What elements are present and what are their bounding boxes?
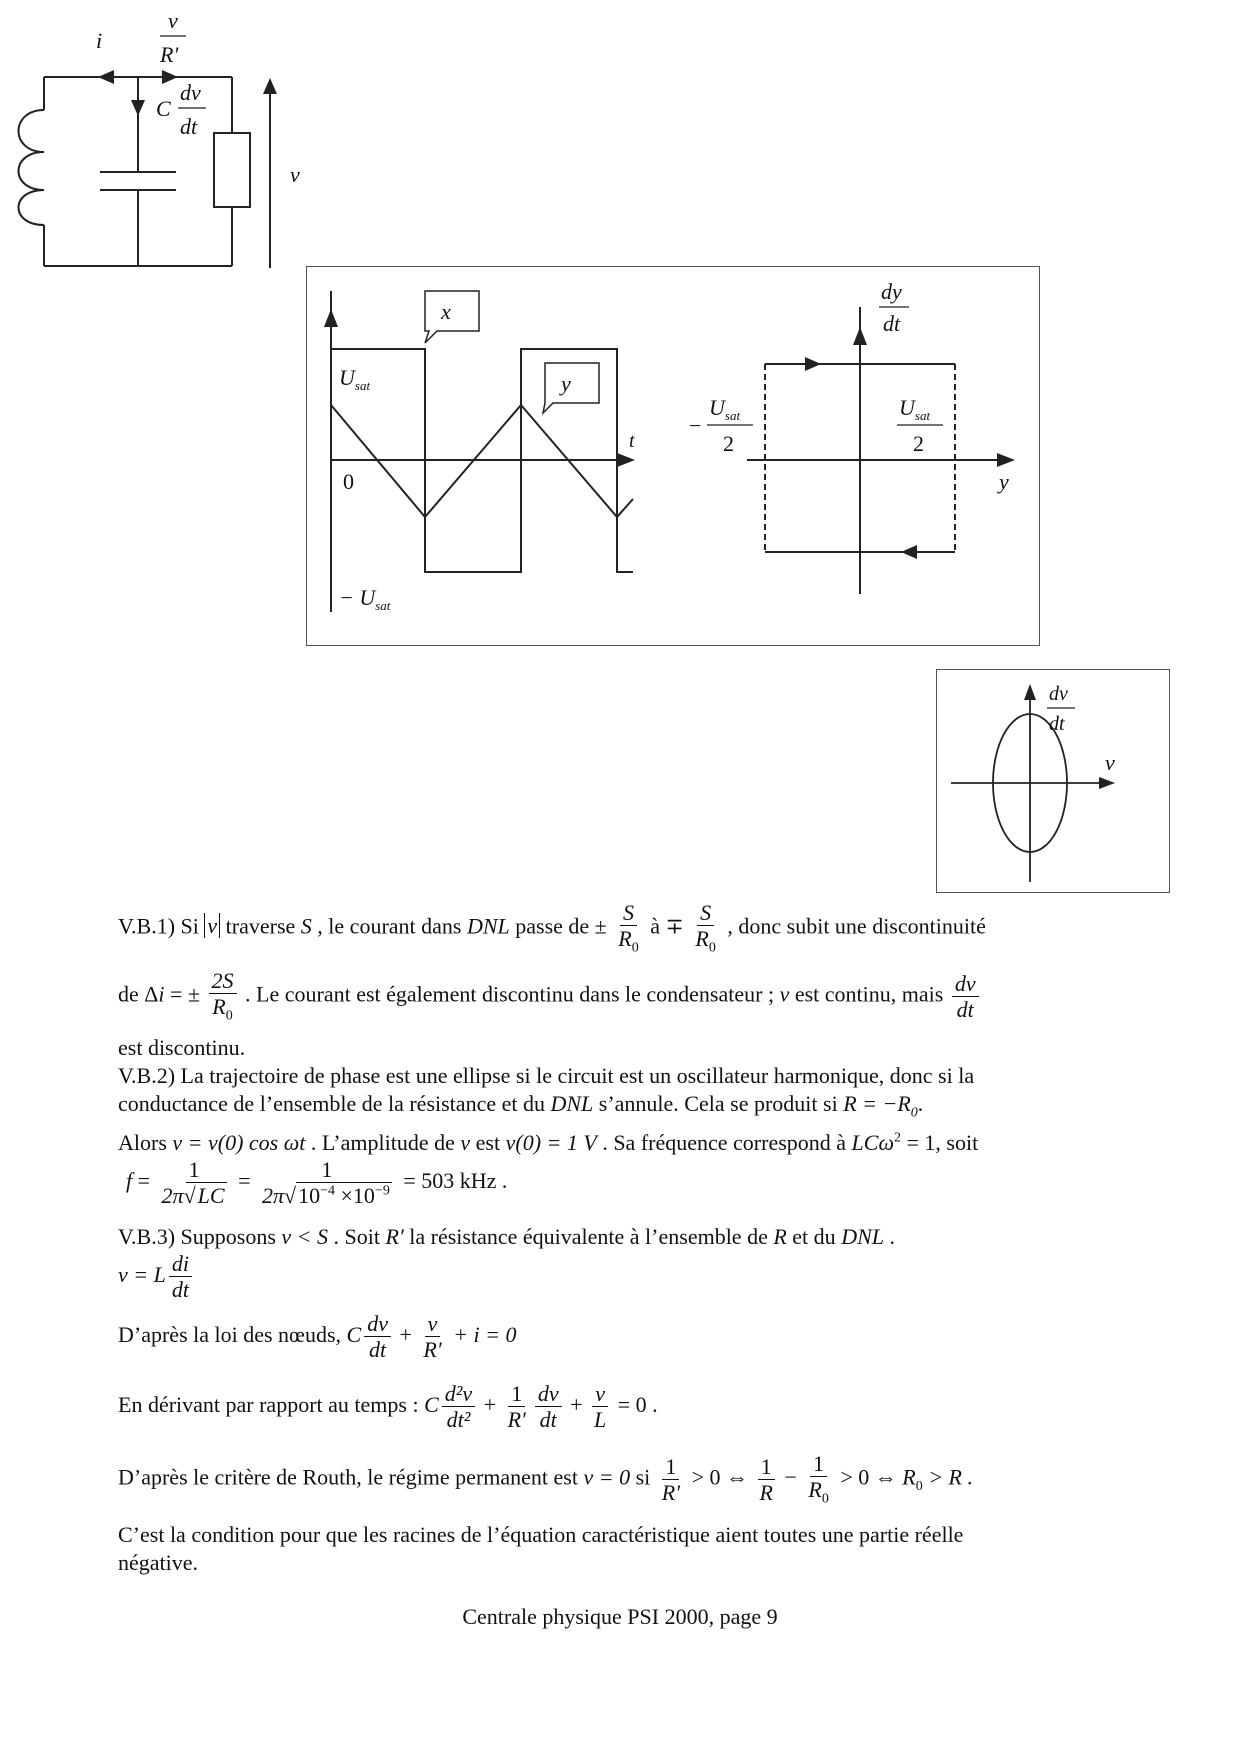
waveform-phase-svg [307,267,1038,644]
ellipse-svg [937,670,1168,891]
line-v-L-di-dt: v = L $\frac{di}{dt}$ [118,1251,1148,1311]
callout-y [543,363,599,413]
label-dv: dv [180,80,201,105]
line-vb1: V.B.1) Si v traverse S , le courant dans DNL passe de ± $\frac{S}{R_0}$ à ∓ $\frac{S}{R_0}$ , donc subit une discontinuité [118,900,986,956]
line-discontinu: est discontinu. [118,1035,246,1060]
current-cap-arrow-icon [131,100,145,116]
label-minus-usat: − $U_{sat}$ [339,585,391,613]
line-negative: négative. [118,1550,199,1576]
voltage-v-arrow-icon [263,78,277,94]
solution-text [118,900,1148,1577]
line-vb3: V.B.3) Supposons v < S . Soit R′ la résistance équivalente à l’ensemble de R et du DNL . [118,1223,895,1249]
current-vR-arrow-icon [162,70,178,84]
label-v-over: v [168,8,178,33]
line-derivation: En dérivant par rapport au temps : C $\frac{\text{d²v}}{\text{dt²}}$ + $\frac{1}{R'}$ $\frac{dv}{dt}$ + $\frac{v}{L}$ = 0 . [118,1380,658,1433]
frac-freq-2: $\frac{1}{2\pi√10^{-4} \times 10^{-9}}$ [262,1156,390,1209]
ellipse-vertical-arrow-icon [1024,684,1036,700]
label-dt: dt [180,114,198,139]
line-frequency: f = $\frac{1}{2\pi√LC}$ = $\frac{1}{2\pi√10^{-4} \times 10^{-9}}$ = 503 kHz . [126,1156,508,1209]
current-i-arrow-icon [98,70,114,84]
frac-S-R0: $\frac{S}{R_0}$ [618,900,639,956]
frac-freq-1: $\frac{1}{2\pi√LC}$ [161,1156,225,1209]
frac-2S-R0: $\frac{2S}{R_0}$ [209,968,237,1025]
phase-label-dy: dy [881,279,902,304]
ellipse-label-v: v [1105,750,1115,775]
cycle-bottom-arrow-icon [901,545,917,559]
phase-label-y: y [999,469,1009,494]
label-usat: $U_{sat}$ [339,365,371,393]
waveform-horizontal-arrow-icon [617,453,635,467]
waveform-vertical-arrow-icon [324,309,338,327]
label-R-prime: R' [160,42,179,67]
line-vb2: V.B.2) La trajectoire de phase est une ellipse si le circuit est un oscillateur harmonique, donc si la [118,1063,975,1089]
label-x: x [441,299,451,324]
frac-S-R0-2: $\frac{S}{R_0}$ [695,900,716,956]
phase-right-den: 2 [913,431,924,456]
label-i: i [96,28,103,53]
ellipse-label-dt: dt [1049,713,1065,735]
line-delta-i: de Δi = ± $\frac{2S}{R_0}$ . Le courant est également discontinu dans le condensateur ; v est continu, mais $\frac{dv}{dt}$ [118,968,1148,1034]
phase-horizontal-arrow-icon [997,453,1015,467]
phase-left-sign: − [689,413,702,438]
ellipse-figure [936,669,1170,893]
ellipse-horizontal-arrow-icon [1099,777,1115,789]
ellipse-label-dv: dv [1049,683,1068,705]
waveform-phase-figure [306,266,1040,646]
line-condition: C’est la condition pour que les racines de l’équation caractéristique aient toutes une partie réelle [118,1521,964,1547]
page-footer: Centrale physique PSI 2000, page 9 [462,1604,778,1629]
line-loi-noeuds: D’après la loi des nœuds, C $\frac{dv}{dt}$ + $\frac{v}{R'}$ + i = 0 [118,1310,517,1363]
cycle-top-arrow-icon [805,357,821,371]
phase-label-dt: dt [883,311,901,336]
phase-left-den: 2 [723,431,734,456]
callout-x [425,291,479,343]
label-zero: 0 [343,469,354,494]
label-t: t [629,430,635,452]
label-y: y [561,371,571,396]
label-v: v [290,162,300,187]
line-alors: Alors v = v(0) cos ωt . L’amplitude de v est v(0) = 1 V . Sa fréquence correspond à LCω$^2$ = 1, soit [118,1129,979,1155]
label-C: C [156,96,171,121]
line-conductance: conductance de l’ensemble de la résistance et du DNL s’annule. Cela se produit si $R = -R_0$. [118,1091,924,1121]
phase-vertical-arrow-icon [853,327,867,345]
phase-right-num: $U_{sat}$ [899,395,931,423]
phase-left-num: $U_{sat}$ [709,395,741,423]
circuit-diagram [0,0,320,280]
line-routh: D’après le critère de Routh, le régime permanent est v = 0 si $\frac{1}{R'}$ > 0 ⇔ $\frac{1}{R}$ − $\frac{1}{R_0}$ > 0 ⇔ $R_0 > R$ . [118,1450,973,1507]
frac-dv-dt: $\frac{dv}{dt}$ [952,971,979,1023]
